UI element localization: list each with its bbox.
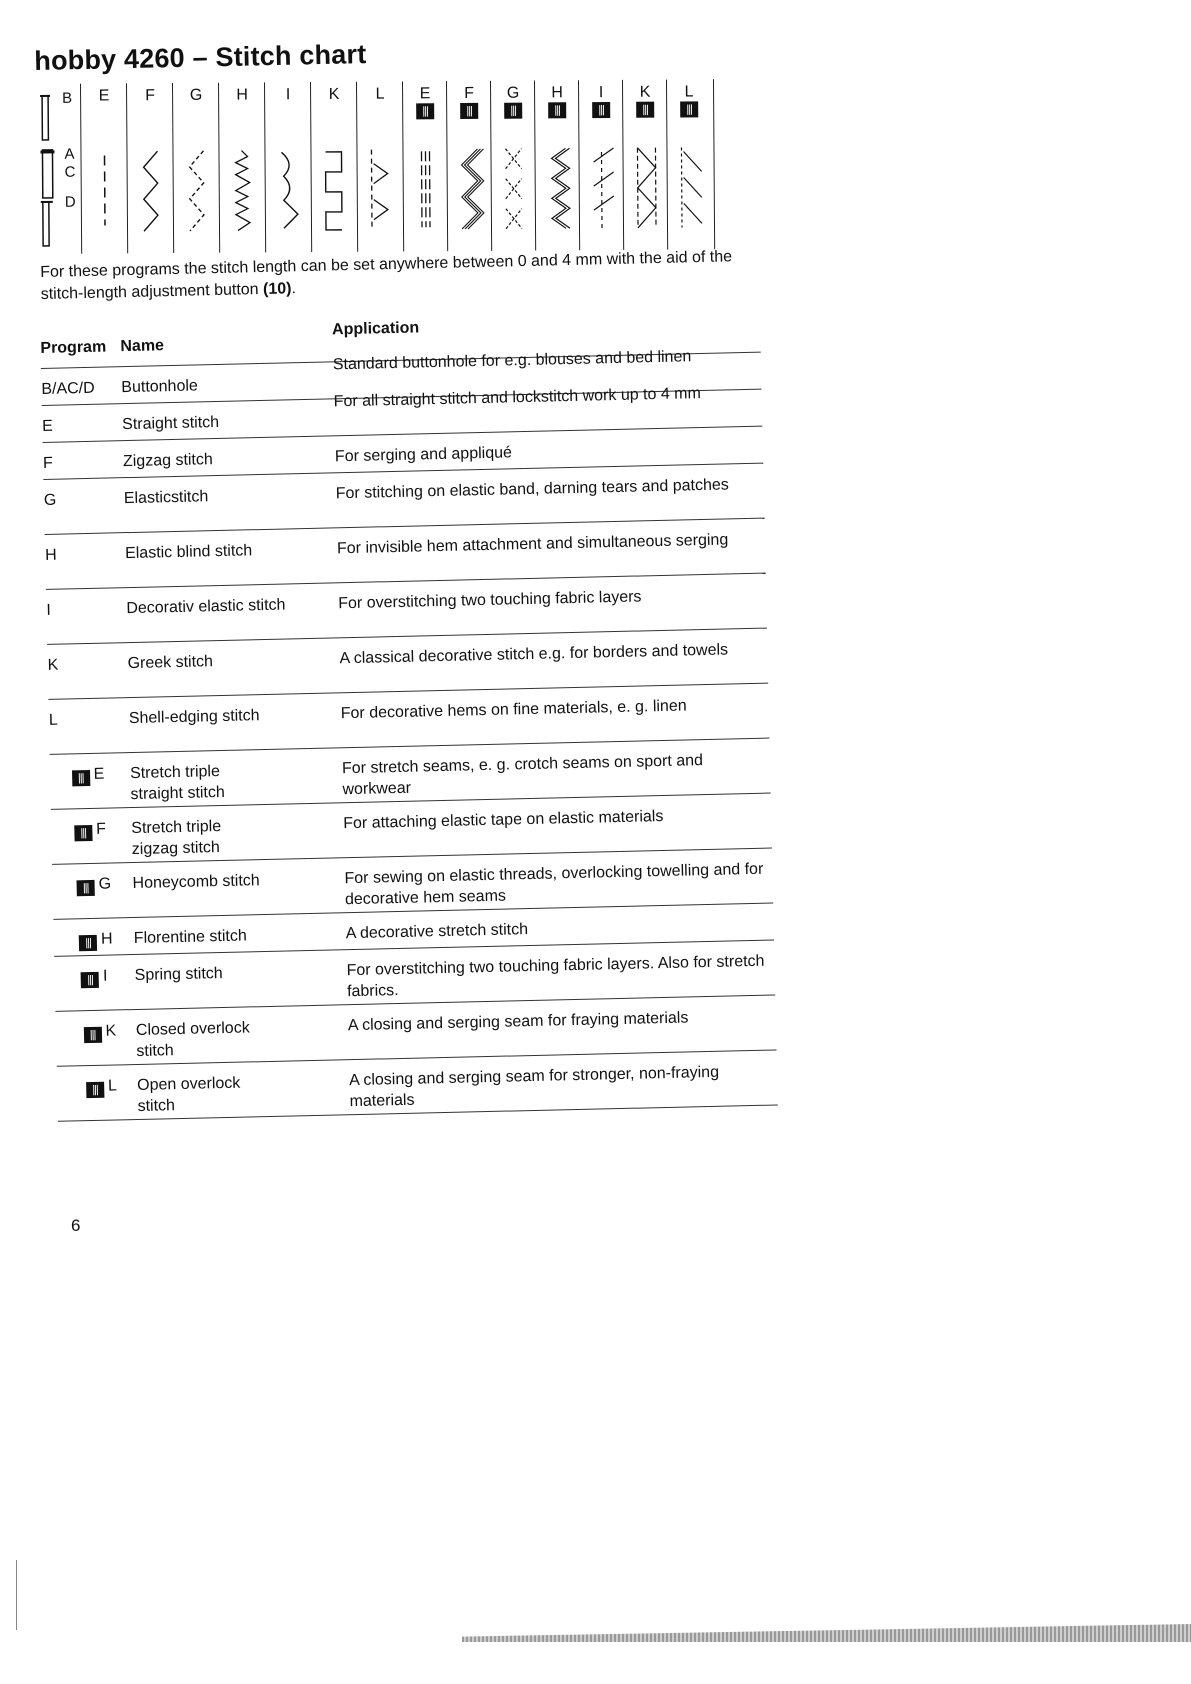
stitch-name-cell: Straight stitch (121, 413, 220, 434)
button-reference: (10) (262, 280, 292, 298)
stitch-name-cell: Elastic blind stitch (124, 542, 253, 563)
application-cell: For sewing on elastic threads, overlocking towelling and for decorative hem seams (344, 860, 764, 909)
application-cell: For invisible hem attachment and simultaneous serging (336, 531, 729, 558)
column-f (126, 83, 174, 253)
header-name: Name (120, 337, 165, 356)
stitch-name-cell: Honeycomb stitch (132, 872, 260, 893)
honeycomb-stitch-icon (491, 143, 536, 233)
buttonhole-stitch-icon (38, 90, 61, 250)
column-letter: F (145, 87, 156, 105)
triple-zigzag-stitch-icon (447, 143, 492, 233)
application-cell: For overstitching two touching fabric layers (338, 588, 642, 613)
stitch-name-cell: Buttonhole (121, 377, 199, 397)
program-code: E (93, 765, 105, 783)
application-cell: A closing and serging seam for fraying materials (347, 1009, 689, 1035)
column-letter: E (98, 87, 110, 105)
program-code: I (46, 601, 52, 619)
application-cell: A closing and serging seam for stronger, non-fraying materials (348, 1063, 720, 1111)
column-letter: E (419, 85, 431, 103)
stitch-name-cell: Spring stitch (134, 965, 223, 985)
stitch-name-cell: Zigzag stitch (122, 451, 213, 471)
column-letter: G (506, 84, 520, 102)
column-h (218, 82, 266, 252)
zigzag-stitch-icon (127, 145, 174, 235)
program-cell (46, 598, 124, 621)
triple-stitch-badge: ||| (504, 103, 522, 119)
program-code: G (98, 875, 112, 893)
program-cell (42, 414, 120, 437)
application-cell: For attaching elastic tape on elastic materials (343, 807, 664, 833)
stitch-name-cell: Stretch triple straight stitch (129, 763, 225, 804)
triple-stitch-badge: ||| (76, 880, 94, 896)
program-code: B/AC/D (41, 379, 95, 398)
triple-stitch-badge: ||| (83, 1027, 101, 1043)
column-triple-k (622, 80, 668, 250)
application-cell: A classical decorative stitch e.g. for borders and towels (339, 641, 729, 668)
blind-stitch-icon (219, 144, 266, 234)
scan-margin-bar (462, 1624, 1191, 1642)
buttonhole-letter-a: A (64, 145, 75, 163)
column-k (310, 82, 358, 252)
stitch-name-cell: Greek stitch (127, 653, 214, 673)
application-cell: For overstitching two touching fabric layers. Also for stretch fabrics. (346, 952, 765, 1001)
triple-stitch-badge: ||| (86, 1082, 104, 1098)
column-triple-e (402, 81, 448, 251)
stitch-name-cell: Elasticstitch (123, 488, 209, 508)
page-title: hobby 4260 – Stitch chart (34, 39, 367, 76)
column-letter: I (285, 86, 291, 104)
triple-stitch-badge: ||| (636, 102, 654, 118)
column-letter: H (551, 84, 563, 102)
column-letter: K (328, 85, 340, 103)
column-letter: L (684, 83, 694, 101)
application-cell: Standard buttonhole for e.g. blouses and bed linen (332, 348, 692, 374)
program-cell (47, 653, 125, 676)
triple-stitch-badge: ||| (592, 102, 610, 118)
column-l (356, 81, 404, 251)
column-triple-h (534, 80, 580, 250)
header-program: Program (40, 338, 107, 357)
program-code: K (47, 656, 59, 674)
triple-stitch-badge: ||| (74, 825, 92, 841)
straight-stitch-icon (81, 145, 128, 235)
closed-overlock-stitch-icon (623, 142, 668, 232)
intro-text: For these programs the stitch length can be set anywhere between 0 and 4 mm with the aid of the stitch-length adjustment button (40, 248, 733, 303)
triple-stitch-badge: ||| (548, 102, 566, 118)
column-e (80, 83, 128, 253)
decorative-elastic-stitch-icon (265, 144, 312, 234)
open-overlock-stitch-icon (667, 141, 712, 231)
program-code: K (105, 1022, 117, 1040)
program-cell (49, 708, 127, 731)
column-letter: I (598, 84, 604, 102)
elastic-stitch-icon (173, 145, 220, 235)
column-triple-f (446, 81, 492, 251)
stitch-name-cell: Florentine stitch (133, 927, 247, 948)
stitch-name-cell: Stretch triple zigzag stitch (131, 818, 222, 859)
stitch-name-cell: Shell-edging stitch (128, 707, 260, 728)
stitch-name-cell: Open overlock stitch (136, 1074, 241, 1115)
application-cell: For stretch seams, e. g. crotch seams on sport and workwear (341, 752, 704, 799)
column-triple-i (578, 80, 624, 250)
buttonhole-letter-c: C (64, 163, 76, 181)
program-code: L (107, 1077, 118, 1095)
triple-stitch-badge: ||| (81, 972, 99, 988)
stitch-name-cell: Decorativ elastic stitch (126, 596, 286, 618)
program-cell (41, 377, 119, 400)
stitch-selector-chart (36, 79, 743, 256)
buttonhole-column (36, 84, 83, 254)
program-code: E (41, 417, 54, 435)
spring-stitch-icon (579, 142, 624, 232)
application-cell: For stitching on elastic band, darning tears and patches (335, 476, 730, 503)
triple-stitch-badge: ||| (416, 103, 434, 119)
greek-stitch-icon (311, 144, 358, 234)
column-triple-l (666, 79, 715, 249)
column-triple-g (490, 81, 536, 251)
scan-edge-mark (16, 1560, 17, 1630)
stitch-table (40, 314, 778, 1122)
shell-edging-stitch-icon (357, 143, 404, 233)
triple-stitch-badge: ||| (680, 101, 698, 117)
triple-stitch-badge: ||| (460, 103, 478, 119)
stitch-name-cell: Closed overlock stitch (135, 1019, 250, 1060)
application-cell: For serging and appliqué (334, 444, 513, 466)
column-letter: G (189, 86, 203, 104)
column-i (264, 82, 312, 252)
triple-straight-stitch-icon (403, 143, 448, 233)
column-letter: K (639, 83, 651, 101)
application-cell: A decorative stretch stitch (345, 921, 529, 943)
program-code: F (42, 454, 54, 472)
triple-stitch-badge: ||| (79, 935, 97, 951)
column-letter: L (375, 85, 385, 103)
page-number: 6 (71, 1216, 81, 1235)
program-cell (43, 451, 121, 474)
program-code: I (102, 967, 108, 985)
column-letter: H (236, 86, 248, 104)
program-cell (44, 488, 122, 511)
column-g (172, 83, 220, 253)
florentine-stitch-icon (535, 142, 580, 232)
program-code: F (95, 820, 107, 838)
program-cell (45, 543, 123, 566)
triple-stitch-badge: ||| (72, 770, 90, 786)
program-code: H (100, 930, 113, 948)
application-cell: For decorative hems on fine materials, e. g. linen (340, 697, 687, 723)
program-code: L (48, 711, 58, 729)
program-code: G (43, 491, 57, 509)
application-cell: For all straight stitch and lockstitch work up to 4 mm (333, 385, 702, 411)
intro-text-end: . (291, 280, 297, 298)
buttonhole-letter-d: D (64, 193, 76, 211)
program-code: H (44, 546, 57, 564)
header-application: Application (331, 319, 420, 339)
buttonhole-letter-b: B (62, 89, 73, 107)
column-letter: F (464, 84, 475, 103)
table-body (41, 348, 778, 1122)
